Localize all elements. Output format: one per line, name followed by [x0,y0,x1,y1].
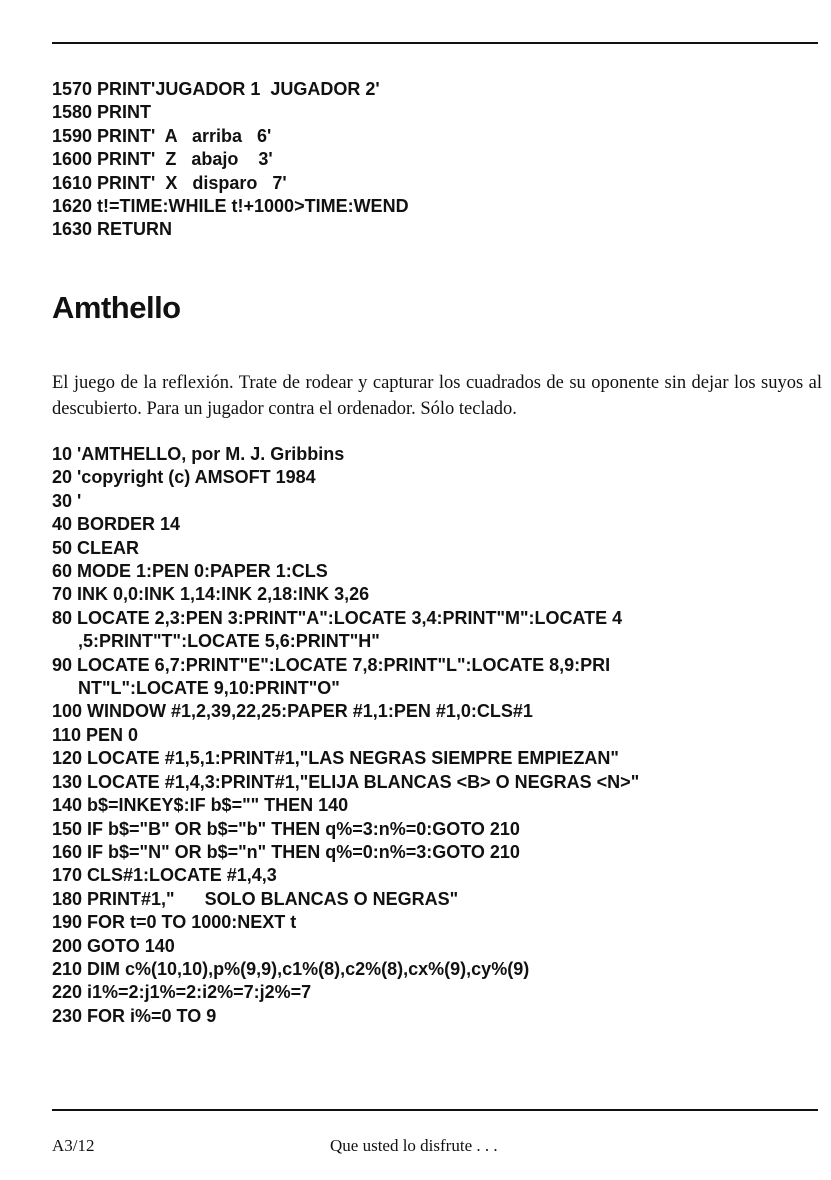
code-line: 80 LOCATE 2,3:PEN 3:PRINT"A":LOCATE 3,4:PRINT"M":LOCATE 4 [52,607,623,628]
code-line: 70 INK 0,0:INK 1,14:INK 2,18:INK 3,26 [52,584,370,605]
code-line: 130 LOCATE #1,4,3:PRINT#1,"ELIJA BLANCAS <B> O NEGRAS <N>" [52,771,640,792]
code-listing-top [52,78,409,242]
page-number: A3/12 [52,1136,95,1155]
code-line: 1590 PRINT' A arriba 6' [52,125,272,146]
code-line: 1620 t!=TIME:WHILE t!+1000>TIME:WEND [52,196,409,217]
code-line: 220 i1%=2:j1%=2:i2%=7:j2%=7 [52,982,312,1003]
code-line: 180 PRINT#1," SOLO BLANCAS O NEGRAS" [52,888,459,909]
code-line: 190 FOR t=0 TO 1000:NEXT t [52,912,297,933]
code-line: 140 b$=INKEY$:IF b$="" THEN 140 [52,795,349,816]
code-line: 230 FOR i%=0 TO 9 [52,1005,217,1026]
code-line: 1630 RETURN [52,219,173,240]
top-rule [52,42,818,44]
code-line-continuation: NT"L":LOCATE 9,10:PRINT"O" [78,678,340,699]
code-line: 1570 PRINT'JUGADOR 1 JUGADOR 2' [52,79,380,99]
section-title: Amthello [52,290,181,325]
code-line: 150 IF b$="B" OR b$="b" THEN q%=3:n%=0:GOTO 210 [52,818,520,839]
code-line: 160 IF b$="N" OR b$="n" THEN q%=0:n%=3:GOTO 210 [52,841,520,862]
code-line: 50 CLEAR [52,537,140,558]
code-line: 1610 PRINT' X disparo 7' [52,172,287,193]
code-line: 170 CLS#1:LOCATE #1,4,3 [52,865,277,886]
code-line: 110 PEN 0 [52,724,139,745]
code-line: 20 'copyright (c) AMSOFT 1984 [52,467,316,488]
footer-slogan: Que usted lo disfrute . . . [330,1136,498,1155]
game-description: El juego de la reflexión. Trate de rodear y capturar los cuadrados de su oponente sin dejar los suyos al descubierto. Para un jugador contra el ordenador. Sólo teclado. [52,373,822,419]
code-line: 1580 PRINT [52,102,152,123]
code-line: 100 WINDOW #1,2,39,22,25:PAPER #1,1:PEN #1,0:CLS#1 [52,701,533,722]
code-line: 30 ' [52,490,82,511]
code-listing-main [52,443,639,1028]
code-line: 210 DIM c%(10,10),p%(9,9),c1%(8),c2%(8),cx%(9),cy%(9) [52,958,530,979]
code-line: 1600 PRINT' Z abajo 3' [52,149,273,170]
code-line-continuation: ,5:PRINT"T":LOCATE 5,6:PRINT"H" [78,631,380,652]
code-line: 200 GOTO 140 [52,935,175,956]
code-line: 60 MODE 1:PEN 0:PAPER 1:CLS [52,561,328,582]
code-line: 40 BORDER 14 [52,514,181,535]
code-line: 10 'AMTHELLO, por M. J. Gribbins [52,444,345,464]
bottom-rule [52,1109,818,1111]
code-line: 90 LOCATE 6,7:PRINT"E":LOCATE 7,8:PRINT"L":LOCATE 8,9:PRI [52,654,611,675]
code-line: 120 LOCATE #1,5,1:PRINT#1,"LAS NEGRAS SIEMPRE EMPIEZAN" [52,748,619,769]
